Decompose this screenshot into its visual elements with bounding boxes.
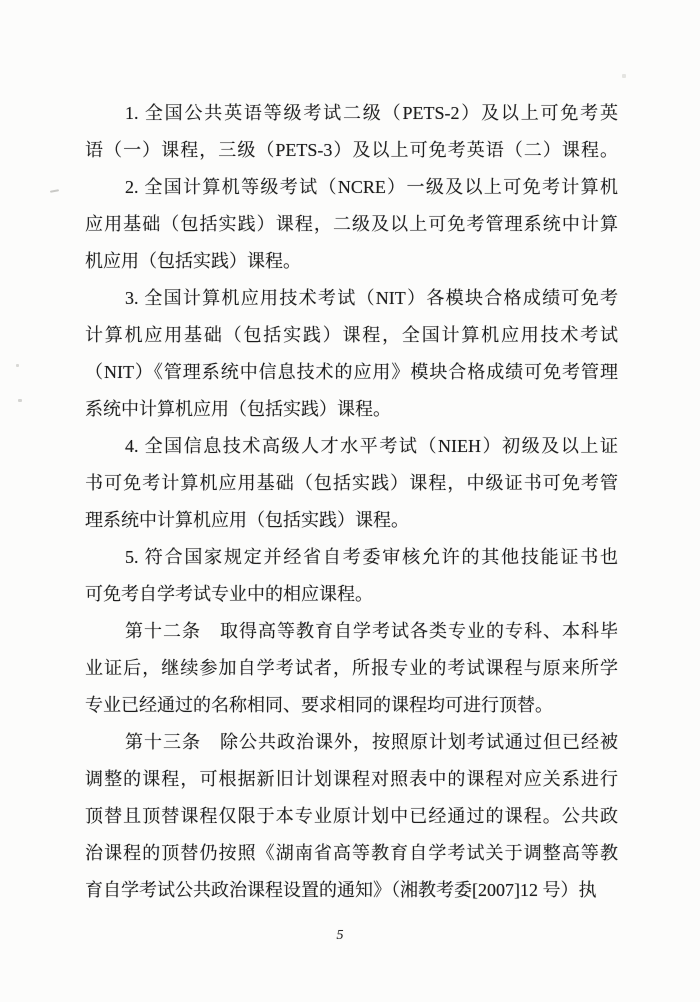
text-line: 3. 全国计算机应用技术考试（NIT）各模块合格成绩可免考	[125, 288, 618, 308]
scan-artifact	[16, 364, 19, 367]
scan-artifact	[622, 74, 626, 78]
text-line: 专业已经通过的名称相同、要求相同的课程均可进行顶替。	[85, 695, 553, 715]
text-line: 理系统中计算机应用（包括实践）课程。	[85, 510, 409, 530]
text-line: 业证后，继续参加自学考试者，所报专业的考试课程与原来所学	[85, 658, 618, 678]
scan-artifact	[18, 399, 22, 402]
text-line: 治课程的顶替仍按照《湖南省高等教育自学考试关于调整高等教	[85, 843, 618, 863]
document-text-block	[85, 95, 618, 909]
text-line: 育自学考试公共政治课程设置的通知》（湘教考委[2007]12 号）执	[85, 880, 597, 900]
page-number: 5	[336, 928, 344, 943]
text-line: 语（一）课程，三级（PETS-3）及以上可免考英语（二）课程。	[85, 140, 618, 160]
text-line: 顶替且顶替课程仅限于本专业原计划中已经通过的课程。公共政	[85, 806, 618, 826]
text-line: 1. 全国公共英语等级考试二级（PETS-2）及以上可免考英	[125, 103, 618, 123]
text-line: 机应用（包括实践）课程。	[85, 251, 301, 271]
scan-artifact	[50, 189, 59, 193]
text-line: 系统中计算机应用（包括实践）课程。	[85, 399, 391, 419]
text-line: 第十二条 取得高等教育自学考试各类专业的专科、本科毕	[125, 621, 618, 641]
text-line: 调整的课程，可根据新旧计划课程对照表中的课程对应关系进行	[85, 769, 618, 789]
text-line: 2. 全国计算机等级考试（NCRE）一级及以上可免考计算机	[125, 177, 618, 197]
text-line: 5. 符合国家规定并经省自考委审核允许的其他技能证书也	[125, 547, 618, 567]
text-line: （NIT）《管理系统中信息技术的应用》模块合格成绩可免考管理	[85, 362, 618, 382]
text-line: 书可免考计算机应用基础（包括实践）课程，中级证书可免考管	[85, 473, 618, 493]
text-line: 计算机应用基础（包括实践）课程，全国计算机应用技术考试	[85, 325, 618, 345]
text-line: 应用基础（包括实践）课程，二级及以上可免考管理系统中计算	[85, 214, 618, 234]
text-line: 可免考自学考试专业中的相应课程。	[85, 584, 373, 604]
text-line: 4. 全国信息技术高级人才水平考试（NIEH）初级及以上证	[125, 436, 618, 456]
text-line: 第十三条 除公共政治课外，按照原计划考试通过但已经被	[125, 732, 618, 752]
